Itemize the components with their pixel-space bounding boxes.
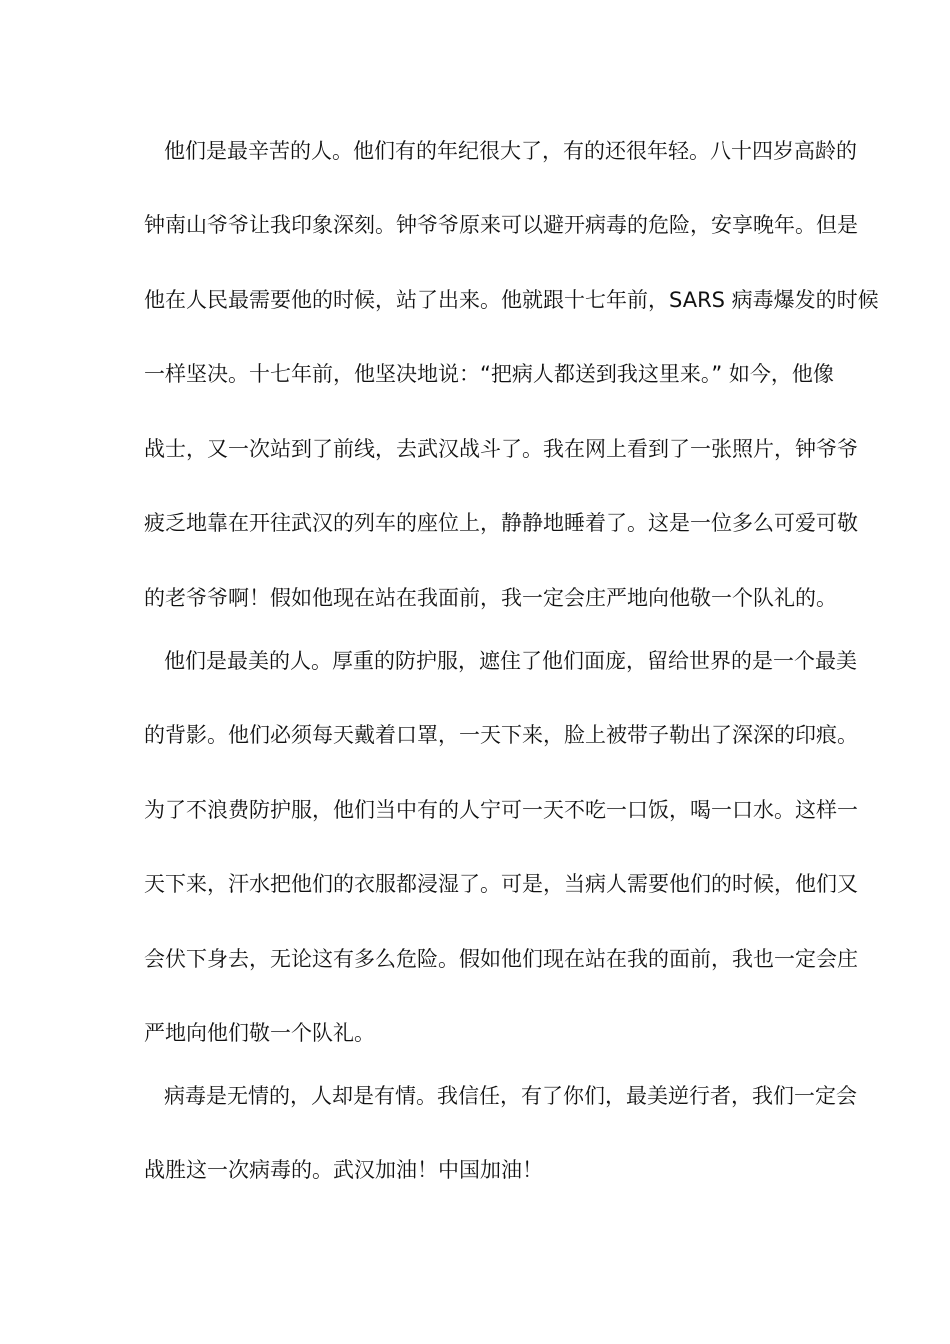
paragraph-2-line-3: 为了不浪费防护服，他们当中有的人宁可一天不吃一口饭，喝一口水。这样一 bbox=[144, 798, 858, 822]
paragraph-1-line-6: 疲乏地靠在开往武汉的列车的座位上，静静地睡着了。这是一位多么可爱可敬 bbox=[144, 511, 858, 535]
paragraph-3-line-2: 战胜这一次病毒的。武汉加油！中国加油！ bbox=[144, 1158, 543, 1182]
paragraph-3-line-1: 病毒是无情的，人却是有情。我信任，有了你们，最美逆行者，我们一定会 bbox=[164, 1084, 857, 1108]
paragraph-1-line-3: 他在人民最需要他的时候，站了出来。他就跟十七年前，SARS 病毒爆发的时候 bbox=[144, 288, 879, 312]
paragraph-1-line-1: 他们是最辛苦的人。他们有的年纪很大了，有的还很年轻。八十四岁高龄的 bbox=[164, 139, 857, 163]
paragraph-1-line-7: 的老爷爷啊！假如他现在站在我面前，我一定会庄严地向他敬一个队礼的。 bbox=[144, 586, 837, 610]
paragraph-2-line-1: 他们是最美的人。厚重的防护服，遮住了他们面庞，留给世界的是一个最美 bbox=[164, 649, 857, 673]
paragraph-2-line-5: 会伏下身去，无论这有多么危险。假如他们现在站在我的面前，我也一定会庄 bbox=[144, 947, 858, 971]
paragraph-2-line-6: 严地向他们敬一个队礼。 bbox=[144, 1021, 375, 1045]
paragraph-1-line-2: 钟南山爷爷让我印象深刻。钟爷爷原来可以避开病毒的危险，安享晚年。但是 bbox=[144, 213, 858, 237]
paragraph-1-line-4: 一样坚决。十七年前，他坚决地说：“把病人都送到我这里来。” 如今，他像 bbox=[144, 362, 834, 386]
paragraph-2-line-2: 的背影。他们必须每天戴着口罩，一天下来，脸上被带子勒出了深深的印痕。 bbox=[144, 723, 858, 747]
paragraph-2-line-4: 天下来，汗水把他们的衣服都浸湿了。可是，当病人需要他们的时候，他们又 bbox=[144, 872, 858, 896]
paragraph-1-line-5: 战士，又一次站到了前线，去武汉战斗了。我在网上看到了一张照片，钟爷爷 bbox=[144, 437, 858, 461]
